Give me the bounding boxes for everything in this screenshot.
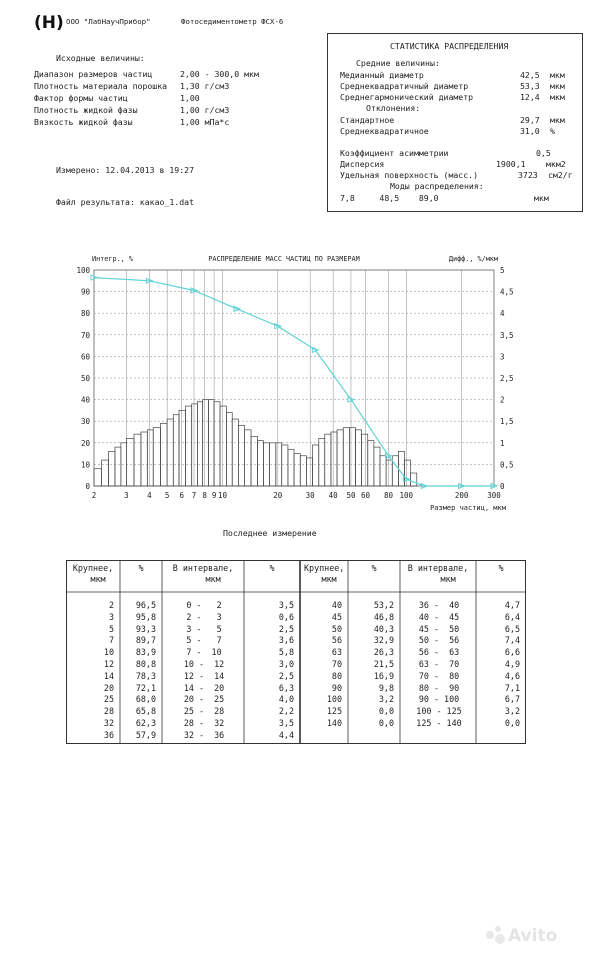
histogram-bar xyxy=(349,428,355,486)
avito-watermark-icon xyxy=(482,922,578,946)
input-label: Плотность жидкой фазы xyxy=(34,105,138,115)
y-tick-label-right: 1,5 xyxy=(500,417,514,427)
histogram-bar xyxy=(102,460,109,486)
histogram-bar xyxy=(238,426,244,486)
table-cell: 3,2 xyxy=(378,694,394,705)
x-tick-label: 4 xyxy=(147,491,152,500)
watermark-text: Avito xyxy=(508,926,558,946)
histogram-bar xyxy=(306,458,312,486)
table-cell: 140 xyxy=(326,718,342,728)
stats-surf-value: 3723 xyxy=(518,170,538,180)
histogram-bar xyxy=(405,460,411,486)
histogram-bar xyxy=(325,434,331,486)
histogram-bar xyxy=(257,441,263,486)
histogram-bar xyxy=(300,456,306,486)
histogram-bar xyxy=(392,456,398,486)
stats-disp-label: Дисперсия xyxy=(340,159,385,169)
y-tick-label-left: 10 xyxy=(80,460,90,470)
histogram-bar xyxy=(374,447,380,486)
x-tick-label: 20 xyxy=(273,491,283,500)
table-cell: 9,8 xyxy=(378,682,394,693)
histogram-bar xyxy=(226,413,232,486)
input-value: 1,00 г/см3 xyxy=(180,105,230,115)
stats-row-label: Среднеквадратичный диаметр xyxy=(340,81,469,91)
histogram-bar xyxy=(192,404,198,486)
table-cell: 5,8 xyxy=(278,647,294,658)
y-tick-label-right: 0 xyxy=(500,482,505,491)
last-measurement-title: Последнее измерение xyxy=(223,528,317,538)
stats-surf-label: Удельная поверхность (масс.) xyxy=(340,170,479,180)
stats-disp-value: 1900,1 xyxy=(496,159,526,169)
measured-date: Измерено: 12.04.2013 в 19:27 xyxy=(56,165,195,175)
table-cell: 6,4 xyxy=(504,611,520,622)
table-cell: 65,8 xyxy=(135,706,156,717)
histogram-bar xyxy=(331,432,337,486)
input-label: Плотность материала порошка xyxy=(34,81,168,91)
table-cell: 125 - 140 xyxy=(416,718,462,728)
histogram-bar xyxy=(343,428,349,486)
stats-modes-title: Моды распределения: xyxy=(390,181,484,191)
table-header: Крупнее, мкм xyxy=(72,563,114,584)
histogram-bar xyxy=(386,460,392,486)
x-tick-label: 6 xyxy=(179,491,184,500)
histogram-bar xyxy=(251,436,257,486)
y-tick-label-left: 70 xyxy=(80,330,90,340)
table-header: Крупнее, мкм xyxy=(304,563,345,584)
table-cell: 0,0 xyxy=(378,706,394,717)
y-tick-label-left: 20 xyxy=(80,438,90,448)
table-cell: 45 xyxy=(331,611,342,622)
histogram-bar xyxy=(294,454,300,486)
histogram-bar xyxy=(109,451,115,486)
stats-dev-label: Среднеквадратичное xyxy=(340,126,429,136)
input-label: Вязкость жидкой фазы xyxy=(34,117,133,127)
stats-modes: 7,8 48,5 89,0 xyxy=(340,193,439,203)
results-table xyxy=(66,560,526,744)
histogram-bar xyxy=(288,449,294,486)
table-cell: 70 xyxy=(331,659,342,669)
table-cell: 70 - 80 xyxy=(418,670,460,681)
stats-modes-unit: мкм xyxy=(534,193,549,203)
table-cell: 63 - 70 xyxy=(418,659,460,669)
x-tick-label: 50 xyxy=(346,491,356,500)
y-tick-label-right: 3 xyxy=(500,352,505,362)
table-cell: 20 xyxy=(103,682,114,693)
table-cell: 2,5 xyxy=(278,623,294,634)
table-cell: 56 - 63 xyxy=(418,647,460,658)
table-cell: 3,5 xyxy=(278,718,294,728)
distribution-chart xyxy=(58,248,538,520)
histogram-bar xyxy=(134,434,141,486)
table-cell: 68,0 xyxy=(135,694,156,705)
table-cell: 40 xyxy=(331,600,342,610)
table-cell: 7 xyxy=(108,635,114,646)
table-cell: 83,9 xyxy=(135,647,156,658)
y-tick-label-left: 80 xyxy=(80,309,90,319)
stats-asym-label: Коэффициент асимметрии xyxy=(340,148,449,158)
table-cell: 80,8 xyxy=(135,659,156,669)
y-tick-label-left: 0 xyxy=(85,482,90,491)
table-cell: 4,0 xyxy=(278,694,294,705)
table-cell: 3,2 xyxy=(504,706,520,717)
table-cell: 0,0 xyxy=(378,718,394,728)
x-tick-label: 200 xyxy=(454,491,469,500)
histogram-bar xyxy=(282,445,288,486)
table-cell: 90 - 100 xyxy=(418,694,460,705)
histogram-bar xyxy=(173,415,179,486)
table-header: % xyxy=(138,563,144,573)
device-name: Фотоседиментометр ФСХ-6 xyxy=(181,17,284,26)
y-axis-label-right: Дифф., %/мкм xyxy=(448,255,498,263)
table-cell: 10 xyxy=(103,647,114,658)
histogram-bar xyxy=(179,410,186,486)
stats-surf-unit: см2/г xyxy=(548,170,573,180)
stats-title: СТАТИСТИКА РАСПРЕДЕЛЕНИЯ xyxy=(390,41,509,51)
y-tick-label-left: 60 xyxy=(80,352,90,362)
table-cell: 72,1 xyxy=(135,682,156,693)
histogram-bar xyxy=(115,447,121,486)
table-cell: 25 xyxy=(103,694,114,705)
stats-avg-title: Средние величины: xyxy=(356,58,440,68)
y-tick-label-right: 3,5 xyxy=(500,330,514,340)
y-tick-label-right: 5 xyxy=(500,266,505,275)
table-cell: 12 xyxy=(103,659,114,669)
table-header: В интервале, мкм xyxy=(407,563,469,584)
histogram-bar xyxy=(147,430,153,486)
x-tick-label: 7 xyxy=(191,491,197,500)
table-cell: 80 - 90 xyxy=(418,682,460,693)
stats-row-value: 53,3 xyxy=(520,81,540,91)
table-cell: 4,4 xyxy=(278,729,294,740)
table-cell: 10 - 12 xyxy=(183,659,225,669)
table-cell: 40 - 45 xyxy=(418,611,460,622)
x-tick-label: 100 xyxy=(399,491,414,500)
table-cell: 62,3 xyxy=(135,718,156,728)
histogram-bar xyxy=(319,438,325,486)
table-header: % xyxy=(498,563,504,573)
histogram-bar xyxy=(245,430,251,486)
input-label: Фактор формы частиц xyxy=(34,93,128,103)
histogram-bar xyxy=(355,430,361,486)
table-cell: 45 - 50 xyxy=(418,623,460,634)
input-value: 1,30 г/см3 xyxy=(180,81,230,91)
x-tick-label: 60 xyxy=(361,491,371,500)
stats-dev-unit: мкм xyxy=(550,115,565,125)
stats-row-unit: мкм xyxy=(550,70,565,80)
table-cell: 2 - 3 xyxy=(186,611,222,622)
table-cell: 6,5 xyxy=(504,623,520,634)
x-tick-label: 10 xyxy=(217,491,227,500)
y-tick-label-left: 50 xyxy=(80,374,90,383)
histogram-bar xyxy=(232,419,238,486)
stats-row-unit: мкм xyxy=(550,92,565,102)
input-value: 2,00 - 300,0 мкм xyxy=(180,69,259,79)
x-tick-label: 5 xyxy=(164,491,170,500)
y-tick-label-right: 2 xyxy=(500,395,505,405)
histogram-bar xyxy=(337,430,343,486)
table-cell: 3 xyxy=(108,611,114,622)
stats-panel xyxy=(327,33,583,212)
table-cell: 2,5 xyxy=(278,670,294,681)
table-cell: 78,3 xyxy=(135,670,156,681)
input-label: Диапазон размеров частиц xyxy=(34,69,153,79)
histogram-bar xyxy=(313,445,319,486)
table-cell: 90 xyxy=(331,682,342,693)
table-cell: 53,2 xyxy=(373,600,394,610)
histogram-bar xyxy=(197,402,202,486)
stats-asym-value: 0,5 xyxy=(536,148,551,158)
table-header: % xyxy=(371,563,377,573)
table-cell: 20 - 25 xyxy=(183,694,225,705)
table-cell: 40,3 xyxy=(373,623,394,634)
table-cell: 7,4 xyxy=(504,635,520,646)
stats-row-value: 12,4 xyxy=(520,92,540,102)
stats-row-unit: мкм xyxy=(550,81,565,91)
y-axis-label-left: Интегр., % xyxy=(92,255,133,263)
table-cell: 100 - 125 xyxy=(416,706,462,717)
x-tick-label: 9 xyxy=(211,491,217,500)
histogram-bar xyxy=(411,473,417,486)
x-tick-label: 2 xyxy=(91,491,97,500)
table-cell: 93,3 xyxy=(135,623,156,634)
y-tick-label-right: 1 xyxy=(500,438,505,448)
stats-row-label: Медианный диаметр xyxy=(340,70,424,80)
x-tick-label: 8 xyxy=(202,491,207,500)
table-cell: 32 xyxy=(103,718,114,728)
table-cell: 0 - 2 xyxy=(186,600,222,610)
table-cell: 50 xyxy=(331,623,342,634)
table-cell: 125 xyxy=(326,706,342,717)
table-cell: 12 - 14 xyxy=(183,670,225,681)
table-cell: 3 - 5 xyxy=(186,623,222,634)
histogram-bar xyxy=(141,432,147,486)
company-logo-icon xyxy=(34,10,64,34)
table-cell: 14 - 20 xyxy=(183,682,225,693)
table-cell: 6,7 xyxy=(504,694,520,705)
x-tick-label: 80 xyxy=(383,491,393,500)
histogram-bar xyxy=(186,406,192,486)
table-cell: 36 xyxy=(103,729,114,740)
table-cell: 57,9 xyxy=(135,729,156,740)
table-cell: 7 - 10 xyxy=(186,647,222,658)
histogram-bar xyxy=(368,441,374,486)
table-cell: 2,2 xyxy=(278,706,294,717)
table-cell: 32 - 36 xyxy=(183,729,225,740)
histogram-bar xyxy=(214,402,220,486)
result-file: Файл результата: какао_1.dat xyxy=(56,197,195,207)
table-cell: 63 xyxy=(331,647,342,658)
y-tick-label-left: 40 xyxy=(80,395,90,405)
inputs-title: Исходные величины: xyxy=(56,53,145,63)
histogram-bar xyxy=(220,406,226,486)
table-cell: 32,9 xyxy=(373,635,394,646)
table-cell: 80 xyxy=(331,670,342,681)
table-cell: 5 xyxy=(108,623,114,634)
y-tick-label-right: 2,5 xyxy=(500,374,514,383)
table-header: % xyxy=(269,563,275,573)
histogram-bar xyxy=(94,469,102,486)
histogram-bar xyxy=(380,456,386,486)
histogram-bar xyxy=(160,423,167,486)
table-cell: 28 xyxy=(103,706,114,717)
input-value: 1,00 xyxy=(180,93,200,103)
table-header: В интервале, мкм xyxy=(172,563,234,584)
table-cell: 50 - 56 xyxy=(418,635,460,646)
table-cell: 4,9 xyxy=(504,659,520,669)
input-value: 1,00 мПа*с xyxy=(180,117,230,127)
table-cell: 14 xyxy=(103,670,114,681)
chart-title: РАСПРЕДЕЛЕНИЕ МАСС ЧАСТИЦ ПО РАЗМЕРАМ xyxy=(208,255,360,263)
table-cell: 3,5 xyxy=(278,600,294,610)
company-name: ООО "ЛабНаучПрибор" xyxy=(66,17,151,26)
table-cell: 4,7 xyxy=(504,600,520,610)
y-tick-label-right: 4,5 xyxy=(500,287,514,297)
y-tick-label-left: 90 xyxy=(80,287,90,297)
table-cell: 7,1 xyxy=(504,682,520,693)
table-cell: 3,6 xyxy=(278,635,294,646)
y-tick-label-left: 30 xyxy=(80,417,90,427)
table-cell: 6,3 xyxy=(278,682,294,693)
y-tick-label-right: 4 xyxy=(500,309,505,319)
table-cell: 26,3 xyxy=(373,647,394,658)
stats-row-label: Среднегармонический диаметр xyxy=(340,92,474,102)
stats-row-value: 42,5 xyxy=(520,70,540,80)
x-axis-label: Размер частиц, мкм xyxy=(430,504,506,512)
histogram-bar xyxy=(167,419,173,486)
y-tick-label-right: 0,5 xyxy=(500,460,514,470)
x-tick-label: 40 xyxy=(328,491,338,500)
histogram-bar xyxy=(126,438,134,486)
table-cell: 96,5 xyxy=(135,600,156,610)
histogram-bar xyxy=(153,428,160,486)
x-tick-label: 30 xyxy=(305,491,315,500)
table-cell: 56 xyxy=(331,635,342,646)
table-cell: 0,6 xyxy=(278,611,294,622)
stats-dev-unit: % xyxy=(550,126,555,136)
table-cell: 36 - 40 xyxy=(418,600,460,610)
table-cell: 28 - 32 xyxy=(183,718,225,728)
y-tick-label-left: 100 xyxy=(76,266,90,275)
table-cell: 16,9 xyxy=(373,670,394,681)
table-cell: 2 xyxy=(108,600,114,610)
svg-text:(Н): (Н) xyxy=(34,13,64,33)
x-tick-label: 300 xyxy=(487,491,501,500)
x-tick-label: 3 xyxy=(124,491,129,500)
table-cell: 95,8 xyxy=(135,611,156,622)
stats-dev-value: 31,0 xyxy=(520,126,540,136)
stats-dev-label: Стандартное xyxy=(340,115,395,125)
histogram-bar xyxy=(362,434,368,486)
table-cell: 6,6 xyxy=(504,647,520,658)
table-cell: 4,6 xyxy=(504,670,520,681)
table-cell: 46,8 xyxy=(373,611,394,622)
table-cell: 0,0 xyxy=(504,718,520,728)
table-cell: 3,0 xyxy=(278,659,294,669)
table-cell: 21,5 xyxy=(373,659,394,669)
table-cell: 25 - 28 xyxy=(183,706,225,717)
stats-dev-title: Отклонения: xyxy=(366,103,421,113)
stats-disp-unit: мкм2 xyxy=(546,159,566,169)
table-cell: 89,7 xyxy=(135,635,156,646)
table-cell: 100 xyxy=(326,694,342,705)
table-cell: 5 - 7 xyxy=(186,635,222,646)
stats-dev-value: 29,7 xyxy=(520,115,540,125)
